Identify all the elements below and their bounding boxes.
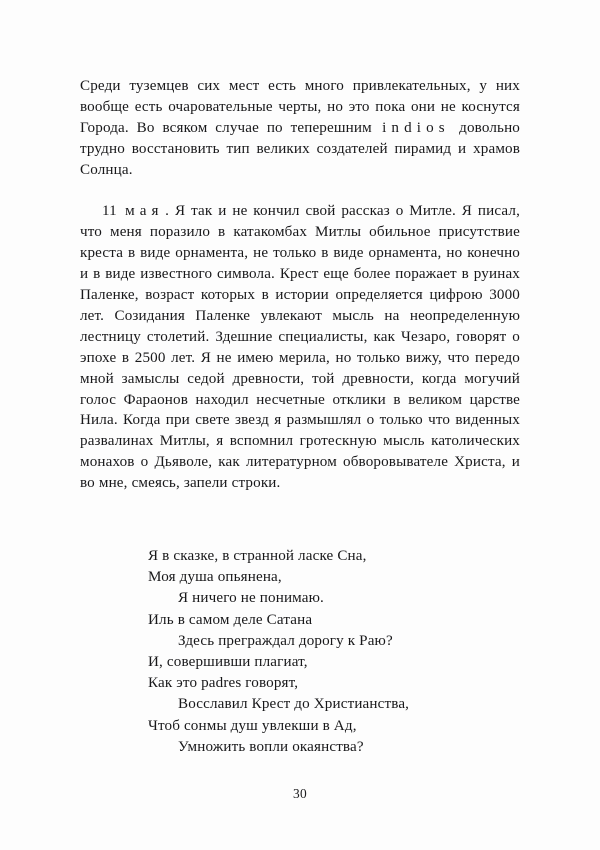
page-number: 30 xyxy=(293,786,307,801)
paragraph xyxy=(80,76,520,181)
letterspaced-run: мая xyxy=(125,203,164,220)
verse-line: Иль в самом деле Сатана xyxy=(148,611,313,628)
text-run: довольно трудно восстановить тип великих создателей пирамид и храмов Солнца. xyxy=(80,119,520,178)
paragraph xyxy=(80,201,520,494)
verse-line: Здесь преграждал дорогу к Раю? xyxy=(178,632,393,649)
verse-line: И, совершивши плагиат, xyxy=(148,654,308,671)
verse-stanza xyxy=(80,546,520,758)
text-run: Среди туземцев сих мест есть много привлекательных, у них вообще есть очаровательные черты, но это пока они не коснутся Города. Во всяком случае по теперешним xyxy=(80,78,520,136)
verse-line: Восславил Крест до Христианства, xyxy=(178,696,410,713)
verse-line: Умножить вопли окаянства? xyxy=(178,738,364,755)
verse-line: Чтоб сонмы душ увлекши в Ад, xyxy=(148,717,357,734)
text-run: . Я так и не кончил свой рассказ о Митле. Я писал, что меня поразило в катакомбах Митлы обильное присутствие креста в виде орнамента, не только в виде орнамента, но конечно и в виде известного символа. Крест еще более поражает в руинах Паленке, возраст которых в истории определяется цифрою 3000 лет. Созидания Паленке увлекают мысль на неопределенную лестницу столетий. Здешние специалисты, как Чезаро, говорят о эпохе в 2500 лет. Я не имею мерила, но только вижу, что передо мной замыслы седой древности, той древности, когда могучий голос Фараонов находил несчетные отклики в великом царстве Нила. Когда при свете звезд я размышлял о только что виденных развалинах Митлы, я вспомнил гротескную мысль католических монахов о Дьяволе, как литературном обворовывателе Христа, и во мне, смеясь, запели строки. xyxy=(80,203,520,492)
verse-line: Моя душа опьянена, xyxy=(148,569,282,586)
verse-line: Как это padres говорят, xyxy=(148,675,299,692)
verse-line: Я в сказке, в странной ласке Сна, xyxy=(148,548,367,564)
verse-line: Я ничего не понимаю. xyxy=(178,590,324,607)
letterspaced-run: indios xyxy=(382,119,450,136)
text-run: 11 xyxy=(102,203,123,220)
body-text-block xyxy=(80,76,520,494)
